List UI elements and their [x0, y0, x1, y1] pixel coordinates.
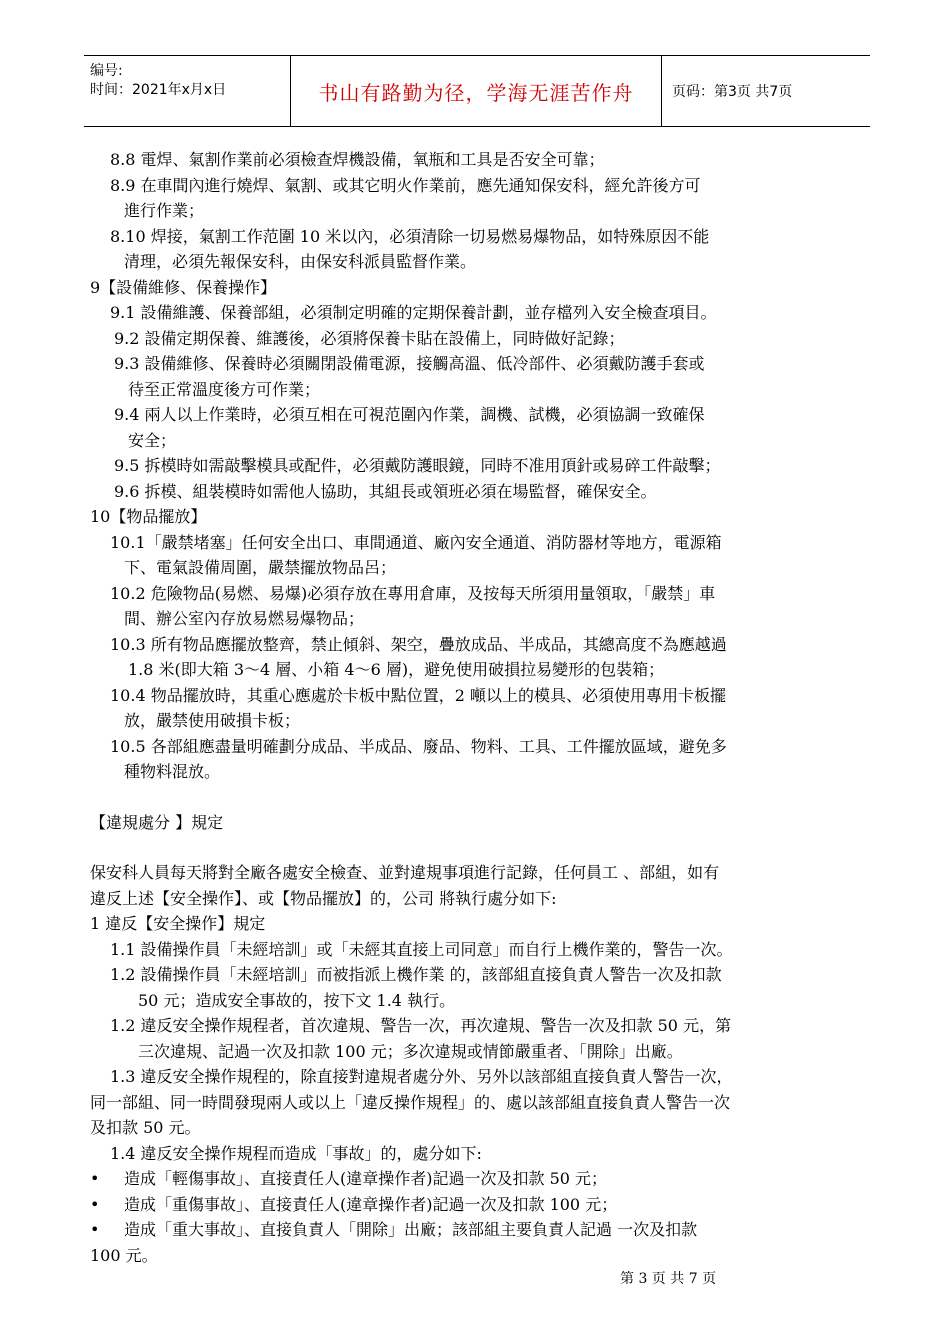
page-footer: 第 3 页 共 7 页: [620, 1271, 717, 1287]
spacer: [90, 785, 870, 810]
text-line: 1.2 違反安全操作規程者，首次違規、警告一次，再次違規、警告一次及扣款 50 元，第: [110, 1016, 732, 1035]
section-heading: 10【物品擺放】: [90, 507, 207, 526]
text-line: 1.3 違反安全操作規程的，除直接對違規者處分外、另外以該部組直接負責人警告一次，: [110, 1067, 733, 1086]
text-line: 10.3 所有物品應擺放整齊，禁止傾斜、架空，疊放成品、半成品，其總高度不為應越過: [110, 634, 727, 654]
text-line: 三次違規、記過一次及扣款 100 元；多次違規或情節嚴重者、「開除」出廠。: [138, 1041, 683, 1061]
bullet-icon: •: [90, 1220, 100, 1239]
text-line: 8.9 在車間內進行燒焊、氣割、或其它明火作業前，應先通知保安科，經允許後方可: [110, 175, 701, 195]
bullet-text: 造成「輕傷事故」、直接責任人(違章操作者)記過一次及扣款 50 元；: [124, 1169, 608, 1188]
text-line: 10.1「嚴禁堵塞」任何安全出口、車間通道、廠內安全通道、消防器材等地方，電源箱: [110, 532, 722, 552]
header-meta: [84, 56, 290, 126]
text-line: 8.10 焊接，氣割工作范圍 10 米以內，必須清除一切易燃易爆物品，如特殊原因不能: [110, 226, 710, 246]
document-time-label: 时间：2021年x月x日: [90, 82, 227, 98]
text-line: 下、電氣設備周圍，嚴禁擺放物品呂；: [124, 558, 397, 577]
bullet-text: 造成「重傷事故」、直接責任人(違章操作者)記過一次及扣款 100 元；: [124, 1194, 618, 1214]
text-line: 違反上述【安全操作】、或【物品擺放】的，公司 將執行處分如下:: [90, 888, 557, 908]
bullet-text: 造成「重大事故」、直接負責人「開除」出廠；該部組主要負責人記過 一次及扣款: [124, 1220, 698, 1239]
text-line: 進行作業；: [124, 201, 205, 220]
text-line: 1.2 設備操作員「未經培訓」而被指派上機作業 的，該部組直接負責人警告一次及扣款: [110, 965, 722, 984]
bullet-icon: •: [90, 1169, 100, 1188]
spacer: [90, 835, 870, 860]
text-line: 9.1 設備維護、保養部組，必須制定明確的定期保養計劃，並存檔列入安全檢查項目。: [110, 303, 717, 322]
subsection-heading: 1 違反【安全操作】規定: [90, 914, 266, 933]
text-line: 安全；: [128, 430, 177, 450]
text-line: 10.5 各部組應盡量明確劃分成品、半成品、廢品、物料、工具、工件擺放區域，避免多: [110, 736, 727, 756]
text-line: 1.1 設備操作員「未經培訓」或「未經其直接上司同意」而自行上機作業的，警告一次。: [110, 939, 733, 959]
section-heading: 【違規處分 】規定: [90, 812, 224, 832]
document-body: [90, 147, 870, 1268]
header-page-label: 页码：第3页 共7页: [672, 84, 793, 100]
text-line: 9.5 拆模時如需敲擊模具或配件，必須戴防護眼鏡，同時不准用頂針或易碎工件敲擊；: [114, 456, 721, 475]
text-line: 10.2 危險物品(易燃、易爆)必須存放在專用倉庫，及按每天所須用量領取，「嚴禁」車: [110, 583, 716, 603]
text-line: 100 元。: [90, 1245, 158, 1265]
text-line: 8.8 電焊、氣割作業前必須檢查焊機設備，氧瓶和工具是否安全可靠；: [110, 150, 605, 169]
bullet-icon: •: [90, 1194, 100, 1214]
text-line: 1.4 違反安全操作規程而造成「事故」的，處分如下:: [110, 1143, 482, 1163]
text-line: 9.3 設備維修、保養時必須關閉設備電源，接觸高溫、低冷部件、必須戴防護手套或: [114, 354, 705, 373]
text-line: 9.6 拆模、組裝模時如需他人協助，其組長或領班必須在場監督，確保安全。: [114, 481, 657, 501]
text-line: 1.8 米(即大箱 3～4 層、小箱 4～6 層)，避免使用破損拉易變形的包裝箱；: [128, 660, 665, 679]
text-line: 同一部組、同一時間發現兩人或以上「違反操作規程」的、處以該部組直接負責人警告一次: [90, 1092, 731, 1112]
text-line: 保安科人員每天將對全廠各處安全檢查、並對違規事項進行記錄，任何員工 、部組，如有: [90, 863, 720, 882]
text-line: 種物料混放。: [124, 762, 221, 781]
text-line: 間、辦公室內存放易燃易爆物品；: [124, 609, 365, 628]
bullet-item: [90, 1192, 870, 1218]
text-line: 清理，必須先報保安科，由保安科派員監督作業。: [124, 252, 477, 271]
text-line: 10.4 物品擺放時，其重心應處於卡板中點位置，2 噸以上的模具、必須使用專用卡板擺: [110, 685, 726, 705]
text-line: 及扣款 50 元。: [90, 1118, 201, 1137]
header-motto: 书山有路勤为径，学海无涯苦作舟: [290, 56, 662, 126]
text-line: 9.4 兩人以上作業時，必須互相在可視范圍內作業，調機、試機，必須協調一致確保: [114, 405, 705, 424]
text-line: 待至正常溫度後方可作業；: [128, 379, 321, 399]
text-line: 放，嚴禁使用破損卡板；: [124, 711, 301, 730]
text-line: 9.2 設備定期保養、維護後，必須將保養卡貼在設備上，同時做好記錄；: [114, 328, 625, 348]
document-number-label: 编号:: [90, 63, 123, 79]
text-line: 50 元；造成安全事故的，按下文 1.4 執行。: [138, 990, 456, 1010]
page-header: [84, 55, 870, 127]
bullet-item: [90, 1217, 870, 1243]
bullet-item: [90, 1166, 870, 1192]
section-heading: 9【設備維修、保養操作】: [90, 277, 277, 297]
